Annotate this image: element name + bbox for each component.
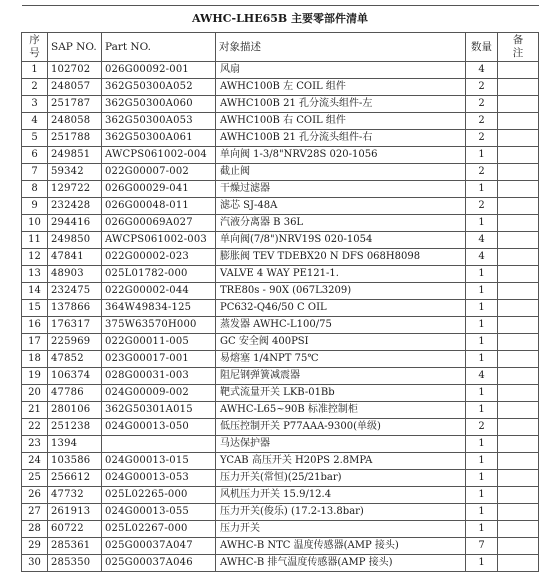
cell-sap-no: 251788 — [48, 130, 102, 147]
cell-sap-no: 1394 — [48, 436, 102, 453]
cell-quantity: 2 — [466, 79, 498, 96]
cell-remark — [498, 402, 539, 419]
cell-sap-no: 176317 — [48, 317, 102, 334]
cell-description: 蒸发器 AWHC-L100/75 — [216, 317, 466, 334]
cell-quantity: 2 — [466, 96, 498, 113]
cell-quantity: 1 — [466, 487, 498, 504]
cell-sap-no: 47732 — [48, 487, 102, 504]
cell-remark — [498, 538, 539, 555]
cell-remark — [498, 300, 539, 317]
cell-remark — [498, 453, 539, 470]
table-row — [22, 62, 539, 79]
table-row — [22, 232, 539, 249]
cell-index: 2 — [22, 79, 48, 96]
cell-description: 风机压力开关 15.9/12.4 — [216, 487, 466, 504]
cell-part-no: 025L02265-000 — [102, 487, 216, 504]
cell-sap-no: 248058 — [48, 113, 102, 130]
cell-quantity: 1 — [466, 351, 498, 368]
cell-description: AWHC100B 21 孔分流头组件-右 — [216, 130, 466, 147]
cell-remark — [498, 334, 539, 351]
cell-sap-no: 294416 — [48, 215, 102, 232]
header-row — [22, 33, 539, 62]
cell-index: 3 — [22, 96, 48, 113]
cell-part-no: 025G00037A047 — [102, 538, 216, 555]
table-row — [22, 368, 539, 385]
header-sap: SAP NO. — [48, 33, 102, 62]
cell-index: 6 — [22, 147, 48, 164]
cell-part-no: 024G00013-050 — [102, 419, 216, 436]
cell-index: 19 — [22, 368, 48, 385]
cell-remark — [498, 62, 539, 79]
cell-remark — [498, 487, 539, 504]
cell-description: 压力开关(俊乐) (17.2-13.8bar) — [216, 504, 466, 521]
cell-remark — [498, 232, 539, 249]
parts-list-table — [21, 5, 539, 572]
cell-quantity: 1 — [466, 334, 498, 351]
cell-remark — [498, 317, 539, 334]
cell-quantity: 2 — [466, 113, 498, 130]
cell-index: 25 — [22, 470, 48, 487]
cell-sap-no: 248057 — [48, 79, 102, 96]
cell-remark — [498, 521, 539, 538]
cell-quantity: 1 — [466, 266, 498, 283]
cell-quantity: 1 — [466, 504, 498, 521]
cell-part-no: 023G00017-001 — [102, 351, 216, 368]
cell-part-no: AWCPS061002-003 — [102, 232, 216, 249]
table-row — [22, 436, 539, 453]
cell-part-no: 024G00013-015 — [102, 453, 216, 470]
cell-description: 干燥过滤器 — [216, 181, 466, 198]
cell-sap-no: 106374 — [48, 368, 102, 385]
cell-sap-no: 232475 — [48, 283, 102, 300]
cell-description: 易熔塞 1/4NPT 75℃ — [216, 351, 466, 368]
cell-quantity: 2 — [466, 198, 498, 215]
header-remark-label: 备注 — [512, 34, 524, 59]
cell-part-no: 022G00007-002 — [102, 164, 216, 181]
cell-remark — [498, 96, 539, 113]
cell-remark — [498, 164, 539, 181]
cell-part-no: 375W63570H000 — [102, 317, 216, 334]
table-row — [22, 504, 539, 521]
cell-quantity: 4 — [466, 232, 498, 249]
cell-index: 8 — [22, 181, 48, 198]
cell-remark — [498, 419, 539, 436]
cell-part-no: 028G00031-003 — [102, 368, 216, 385]
cell-sap-no: 47852 — [48, 351, 102, 368]
table-row — [22, 538, 539, 555]
cell-description: 风扇 — [216, 62, 466, 79]
cell-part-no: 026G00069A027 — [102, 215, 216, 232]
cell-part-no: 024G00013-053 — [102, 470, 216, 487]
cell-index: 27 — [22, 504, 48, 521]
cell-index: 18 — [22, 351, 48, 368]
cell-sap-no: 48903 — [48, 266, 102, 283]
cell-description: VALVE 4 WAY PE121-1. — [216, 266, 466, 283]
cell-sap-no: 59342 — [48, 164, 102, 181]
cell-part-no: 026G00092-001 — [102, 62, 216, 79]
cell-index: 10 — [22, 215, 48, 232]
cell-index: 30 — [22, 555, 48, 572]
cell-description: AWHC-B NTC 温度传感器(AMP 接头) — [216, 538, 466, 555]
cell-description: AWHC100B 21 孔分流头组件-左 — [216, 96, 466, 113]
cell-index: 13 — [22, 266, 48, 283]
header-quantity — [466, 33, 498, 62]
cell-index: 22 — [22, 419, 48, 436]
cell-description: 单向阀(7/8")NRV19S 020-1054 — [216, 232, 466, 249]
table-row — [22, 402, 539, 419]
cell-sap-no: 285350 — [48, 555, 102, 572]
cell-index: 15 — [22, 300, 48, 317]
table-row — [22, 453, 539, 470]
cell-description: 马达保护器 — [216, 436, 466, 453]
cell-quantity: 1 — [466, 436, 498, 453]
cell-part-no: 362G50300A060 — [102, 96, 216, 113]
cell-sap-no: 47841 — [48, 249, 102, 266]
cell-part-no: 362G50300A053 — [102, 113, 216, 130]
table-row — [22, 215, 539, 232]
cell-description: 截止阀 — [216, 164, 466, 181]
cell-index: 11 — [22, 232, 48, 249]
cell-part-no: 022G00002-044 — [102, 283, 216, 300]
cell-remark — [498, 113, 539, 130]
header-index-label: 序号 — [29, 34, 40, 59]
cell-description: 低压控制开关 P77AAA-9300(单级) — [216, 419, 466, 436]
cell-quantity: 1 — [466, 385, 498, 402]
cell-description: 单向阀 1-3/8"NRV28S 020-1056 — [216, 147, 466, 164]
cell-part-no: 025L02267-000 — [102, 521, 216, 538]
cell-description: 阻尼钢弹簧减震器 — [216, 368, 466, 385]
cell-sap-no: 280106 — [48, 402, 102, 419]
cell-index: 29 — [22, 538, 48, 555]
cell-index: 7 — [22, 164, 48, 181]
cell-part-no: 362G50300A052 — [102, 79, 216, 96]
cell-remark — [498, 470, 539, 487]
cell-part-no — [102, 436, 216, 453]
cell-sap-no: 249851 — [48, 147, 102, 164]
header-remark — [498, 33, 539, 62]
cell-quantity: 4 — [466, 62, 498, 79]
cell-part-no: 362G50301A015 — [102, 402, 216, 419]
cell-part-no: 025L01782-000 — [102, 266, 216, 283]
cell-remark — [498, 436, 539, 453]
cell-remark — [498, 368, 539, 385]
cell-remark — [498, 198, 539, 215]
cell-remark — [498, 266, 539, 283]
table-title: AWHC-LHE65B 主要零部件清单 — [22, 6, 539, 33]
table-row — [22, 470, 539, 487]
cell-index: 1 — [22, 62, 48, 79]
header-description: 对象描述 — [216, 33, 466, 62]
cell-description: GC 安全阀 400PSI — [216, 334, 466, 351]
cell-index: 28 — [22, 521, 48, 538]
cell-sap-no: 60722 — [48, 521, 102, 538]
cell-quantity: 2 — [466, 164, 498, 181]
cell-description: AWHC100B 左 COIL 组件 — [216, 79, 466, 96]
cell-part-no: AWCPS061002-004 — [102, 147, 216, 164]
cell-description: 压力开关 — [216, 521, 466, 538]
cell-quantity: 1 — [466, 147, 498, 164]
cell-description: AWHC-L65~90B 标准控制柜 — [216, 402, 466, 419]
cell-quantity: 4 — [466, 368, 498, 385]
cell-remark — [498, 555, 539, 572]
cell-index: 23 — [22, 436, 48, 453]
cell-description: AWHC100B 右 COIL 组件 — [216, 113, 466, 130]
cell-index: 9 — [22, 198, 48, 215]
cell-sap-no: 256612 — [48, 470, 102, 487]
cell-description: 滤芯 SJ-48A — [216, 198, 466, 215]
cell-description: 膨胀阀 TEV TDEBX20 N DFS 068H8098 — [216, 249, 466, 266]
table-row — [22, 130, 539, 147]
table-row — [22, 521, 539, 538]
cell-part-no: 026G00029-041 — [102, 181, 216, 198]
cell-quantity: 1 — [466, 181, 498, 198]
cell-index: 24 — [22, 453, 48, 470]
table-row — [22, 487, 539, 504]
cell-index: 17 — [22, 334, 48, 351]
cell-sap-no: 137866 — [48, 300, 102, 317]
cell-remark — [498, 79, 539, 96]
cell-part-no: 026G00048-011 — [102, 198, 216, 215]
cell-description: 靶式流量开关 LKB-01Bb — [216, 385, 466, 402]
cell-index: 21 — [22, 402, 48, 419]
cell-part-no: 362G50300A061 — [102, 130, 216, 147]
cell-index: 26 — [22, 487, 48, 504]
cell-quantity: 1 — [466, 317, 498, 334]
cell-sap-no: 47786 — [48, 385, 102, 402]
cell-remark — [498, 147, 539, 164]
table-row — [22, 181, 539, 198]
table-row — [22, 300, 539, 317]
cell-quantity: 1 — [466, 453, 498, 470]
cell-quantity: 4 — [466, 249, 498, 266]
cell-quantity: 1 — [466, 402, 498, 419]
table-body — [22, 62, 539, 572]
cell-remark — [498, 130, 539, 147]
cell-index: 5 — [22, 130, 48, 147]
cell-part-no: 024G00013-055 — [102, 504, 216, 521]
cell-part-no: 364W49834-125 — [102, 300, 216, 317]
header-part: Part NO. — [102, 33, 216, 62]
cell-description: AWHC-B 排气温度传感器(AMP 接头) — [216, 555, 466, 572]
cell-description: 压力开关(常恒)(25/21bar) — [216, 470, 466, 487]
table-row — [22, 198, 539, 215]
cell-remark — [498, 249, 539, 266]
cell-remark — [498, 504, 539, 521]
cell-quantity: 2 — [466, 419, 498, 436]
cell-description: YCAB 高压开关 H20PS 2.8MPA — [216, 453, 466, 470]
cell-remark — [498, 385, 539, 402]
cell-sap-no: 103586 — [48, 453, 102, 470]
table-row — [22, 266, 539, 283]
cell-sap-no: 129722 — [48, 181, 102, 198]
cell-sap-no: 251238 — [48, 419, 102, 436]
cell-description: 汽液分离器 B 36L — [216, 215, 466, 232]
cell-sap-no: 249850 — [48, 232, 102, 249]
cell-description: TRE80s - 90X (067L3209) — [216, 283, 466, 300]
table-row — [22, 79, 539, 96]
cell-quantity: 1 — [466, 470, 498, 487]
header-index — [22, 33, 48, 62]
table-row — [22, 555, 539, 572]
table-row — [22, 283, 539, 300]
table-row — [22, 334, 539, 351]
cell-sap-no: 225969 — [48, 334, 102, 351]
cell-remark — [498, 283, 539, 300]
cell-part-no: 024G00009-002 — [102, 385, 216, 402]
table-row — [22, 419, 539, 436]
cell-quantity: 1 — [466, 283, 498, 300]
header-quantity-label: 数量 — [471, 40, 492, 53]
cell-quantity: 1 — [466, 300, 498, 317]
cell-part-no: 022G00011-005 — [102, 334, 216, 351]
cell-sap-no: 285361 — [48, 538, 102, 555]
cell-part-no: 022G00002-023 — [102, 249, 216, 266]
cell-sap-no: 232428 — [48, 198, 102, 215]
cell-quantity: 1 — [466, 215, 498, 232]
table-row — [22, 249, 539, 266]
cell-quantity: 1 — [466, 555, 498, 572]
table-row — [22, 147, 539, 164]
cell-quantity: 2 — [466, 130, 498, 147]
cell-sap-no: 251787 — [48, 96, 102, 113]
cell-remark — [498, 181, 539, 198]
table-row — [22, 164, 539, 181]
cell-description: PC632-Q46/50 C OIL — [216, 300, 466, 317]
table-row — [22, 317, 539, 334]
table-title-row — [22, 6, 539, 33]
cell-remark — [498, 215, 539, 232]
table-row — [22, 96, 539, 113]
table-row — [22, 113, 539, 130]
cell-index: 4 — [22, 113, 48, 130]
table-row — [22, 351, 539, 368]
cell-index: 12 — [22, 249, 48, 266]
cell-remark — [498, 351, 539, 368]
cell-index: 14 — [22, 283, 48, 300]
cell-index: 16 — [22, 317, 48, 334]
table-row — [22, 385, 539, 402]
cell-sap-no: 102702 — [48, 62, 102, 79]
cell-sap-no: 261913 — [48, 504, 102, 521]
cell-index: 20 — [22, 385, 48, 402]
cell-quantity: 7 — [466, 538, 498, 555]
cell-part-no: 025G00037A046 — [102, 555, 216, 572]
cell-quantity: 1 — [466, 521, 498, 538]
